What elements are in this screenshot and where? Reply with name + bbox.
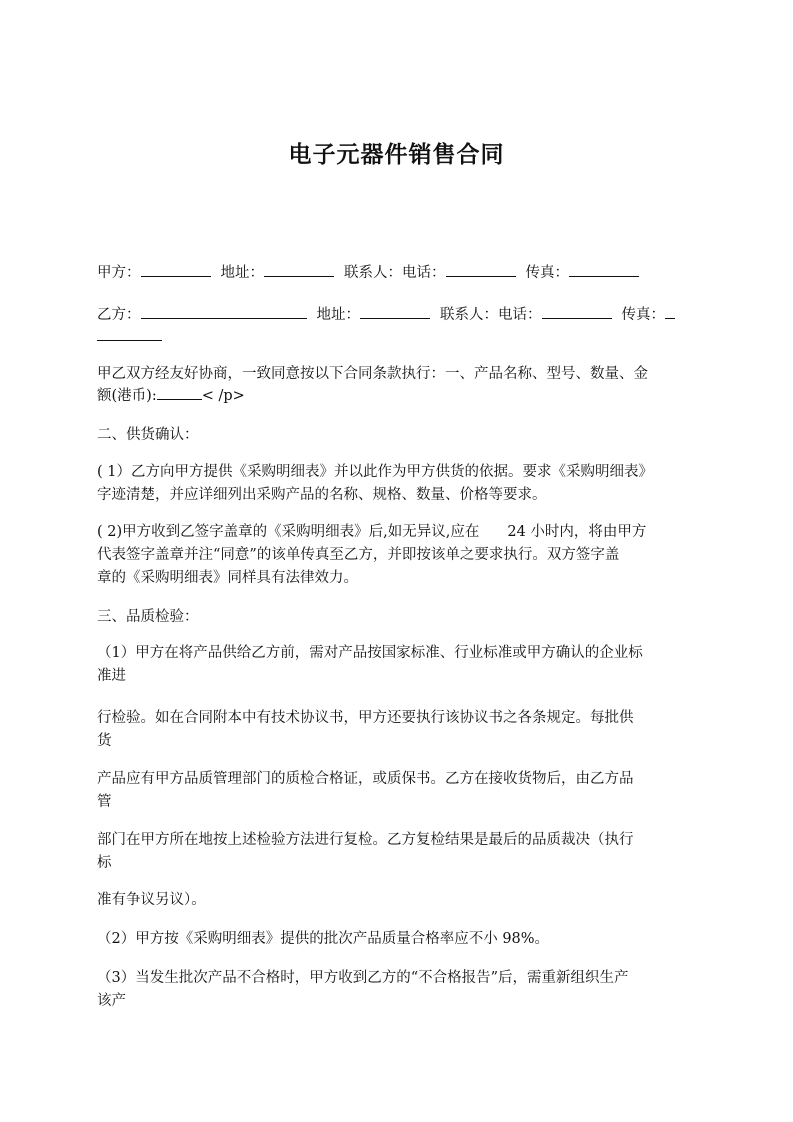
party-b-contact-label: 联系人：电话： <box>440 307 542 323</box>
party-a-fax-blank <box>569 261 639 277</box>
section-3-heading: 三、品质检验： <box>97 609 199 625</box>
section-2-item-2-line-3: 章的《采购明细表》同样具有法律效力。 <box>97 570 358 586</box>
section-2-item-2-line-1 <box>97 521 707 543</box>
party-a-name-blank <box>141 261 211 277</box>
section-3-item-1-line-1: （1）甲方在将产品供给乙方前，需对产品按国家标准、行业标准或甲方确认的企业标 <box>97 645 643 661</box>
party-b-phone-blank <box>542 303 612 319</box>
party-a-label: 甲方： <box>97 265 141 281</box>
document-title: 电子元器件销售合同 <box>288 142 505 168</box>
section-2-item-2-line-2: 代表签字盖章并注“同意”的该单传真至乙方，并即按该单之要求执行。双方签字盖 <box>97 547 620 563</box>
section-3-item-1-line-2: 准进 <box>97 668 126 684</box>
party-b-address-blank <box>360 303 430 319</box>
party-b-address-label: 地址： <box>316 307 360 323</box>
party-b-fax-blank <box>665 303 675 319</box>
party-a-line <box>97 261 707 284</box>
section-3-item-3-line-1: （3）当发生批次产品不合格时，甲方收到乙方的“不合格报告”后，需重新组织生产 <box>97 970 629 986</box>
section-3-item-2: （2）甲方按《采购明细表》提供的批次产品质量合格率应不小 98%。 <box>97 931 550 947</box>
section-2-item-1-line-2: 字迹清楚，并应详细列出采购产品的名称、规格、数量、价格等要求。 <box>97 487 547 503</box>
section-3-item-1-line-6: 管 <box>97 794 112 810</box>
party-b-fax-continuation <box>97 325 707 348</box>
amount-blank <box>157 384 202 400</box>
party-b-fax-blank-continued <box>97 325 162 341</box>
amount-label: 额(港币): <box>97 388 157 404</box>
intro-line-2 <box>97 384 707 407</box>
party-b-label: 乙方： <box>97 307 141 323</box>
party-b-name-blank <box>141 303 307 319</box>
section-3-item-1-line-4: 货 <box>97 733 112 749</box>
party-a-address-blank <box>264 261 334 277</box>
party-a-phone-blank <box>446 261 516 277</box>
section-3-item-3-line-2: 该产 <box>97 993 126 1009</box>
party-a-fax-label: 传真： <box>525 265 569 281</box>
section-3-item-1-line-9: 准有争议另议）。 <box>97 892 206 908</box>
section-3-item-1-line-8: 标 <box>97 855 112 871</box>
party-a-address-label: 地址： <box>220 265 264 281</box>
section-2-item-2-text-a: ( 2)甲方收到乙签字盖章的《采购明细表》后,如无异议,应在 <box>97 524 480 540</box>
section-3-item-1-line-7: 部门在甲方所在地按上述检验方法进行复检。乙方复检结果是最后的品质裁决（执行 <box>97 832 634 848</box>
party-b-line <box>97 303 707 326</box>
section-2-heading: 二、供货确认： <box>97 427 199 443</box>
section-3-item-1-line-3: 行检验。如在合同附本中有技术协议书，甲方还要执行该协议书之各条规定。每批供 <box>97 710 634 726</box>
section-2-item-2-text-b: 24 小时内，将由甲方 <box>507 524 647 540</box>
party-b-fax-label: 传真： <box>621 307 665 323</box>
stray-markup-text: < /p> <box>201 388 245 404</box>
section-3-item-1-line-5: 产品应有甲方品质管理部门的质检合格证，或质保书。乙方在接收货物后，由乙方品 <box>97 771 634 787</box>
intro-line-1: 甲乙双方经友好协商，一致同意按以下合同条款执行：一、产品名称、型号、数量、金 <box>97 366 648 382</box>
section-2-item-1-line-1: ( 1）乙方向甲方提供《采购明细表》并以此作为甲方供货的依据。要求《采购明细表》 <box>97 464 653 480</box>
party-a-contact-label: 联系人：电话： <box>344 265 446 281</box>
